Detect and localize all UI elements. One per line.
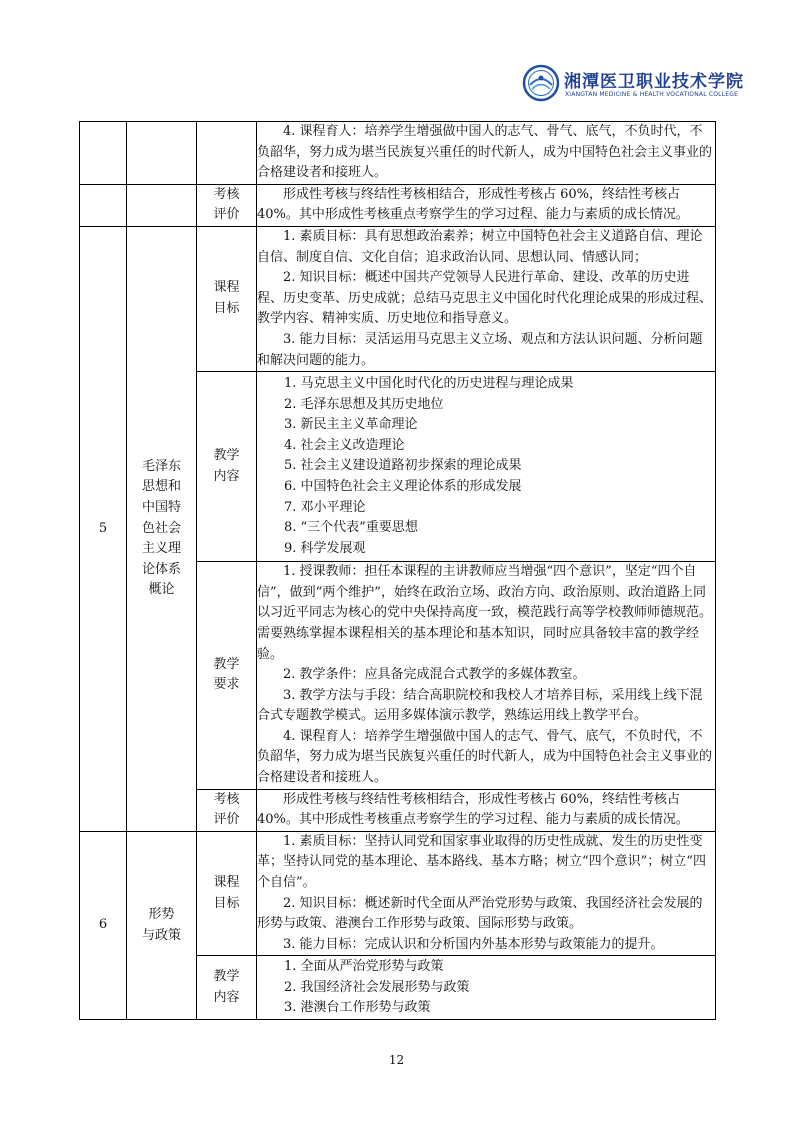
logo-college-name: 湘潭医卫职业技术学院 [564, 72, 744, 92]
num-cell [80, 122, 127, 185]
list-item: 1. 马克思主义中国化时代化的历史进程与理论成果 [284, 375, 574, 391]
table-row [80, 122, 716, 185]
course-name: 毛泽东 思想和 中国特 色社会 主义理 论体系 概论 [127, 226, 197, 831]
list-item: 8. “三个代表”重要思想 [284, 520, 418, 536]
category-label-assessment: 考核 评价 [197, 789, 257, 831]
table-row [80, 184, 716, 226]
assessment-text: 形成性考核与终结性考核相结合，形成性考核占 60%，终结性考核占 40%。其中形成性考核重点考察学生的学习过程、能力与素质的成长情况。 [257, 184, 716, 226]
course-name: 形势 与政策 [127, 831, 197, 1020]
category-label-content: 教学 内容 [197, 956, 257, 1020]
table-row [80, 226, 716, 371]
category-label-goals: 课程 目标 [197, 831, 257, 956]
course-number: 5 [80, 226, 127, 831]
list-item: 3. 新民主主义革命理论 [284, 417, 418, 433]
list-item: 2. 毛泽东思想及其历史地位 [284, 396, 444, 412]
college-logo [522, 64, 744, 108]
course-goals: 1. 素质目标：坚持认同党和国家事业取得的历史性成就、发生的历史性变革；坚持认同党的基本理论、基本路线、基本方略；树立“四个意识”；树立“四个自信”。 2. 知识目标：概述新时代全面从严治党形势与政策、我国经济社会发展的形势与政策、港澳台工作形势与政策、国际形势与政策。 3. 能力目标：完成认识和分析国内外基本形势与政策能力的提升。 [257, 831, 716, 956]
course-name-cell [127, 122, 197, 185]
college-emblem-icon [522, 64, 560, 102]
list-item: 3. 港澳台工作形势与政策 [284, 1000, 431, 1016]
list-item: 1. 全面从严治党形势与政策 [284, 959, 444, 975]
table-row [80, 831, 716, 956]
list-item: 2. 我国经济社会发展形势与政策 [284, 979, 470, 995]
category-label-requirements: 教学 要求 [197, 562, 257, 790]
category-label-goals: 课程 目标 [197, 226, 257, 371]
page-number: 12 [388, 1053, 405, 1067]
list-item: 6. 中国特色社会主义理论体系的形成发展 [284, 478, 522, 494]
list-item: 5. 社会主义建设道路初步探索的理论成果 [284, 458, 522, 474]
assessment-text: 形成性考核与终结性考核相结合，形成性考核占 60%，终结性考核占 40%。其中形成性考核重点考察学生的学习过程、能力与素质的成长情况。 [257, 789, 716, 831]
list-item: 9. 科学发展观 [284, 540, 366, 556]
list-item: 7. 邓小平理论 [284, 499, 366, 515]
content-cell [257, 122, 716, 185]
curriculum-table [79, 121, 716, 1020]
logo-college-name-en: XIANGTAN MEDICINE & HEALTH VOCATIONAL COLLEGE [565, 91, 739, 98]
requirement-item: 4. 课程育人：培养学生增强做中国人的志气、骨气、底气，不负时代，不负韶华，努力成为堪当民族复兴重任的时代新人，成为中国特色社会主义事业的合格建设者和接班人。 [257, 124, 713, 181]
teaching-requirements: 1. 授课教师：担任本课程的主讲教师应当增强“四个意识”，坚定“四个自信”，做到“两个维护”，始终在政治立场、政治方向、政治原则、政治道路上同以习近平同志为核心的党中央保持高度一致，模范践行高等学校教师师德规范。需要熟练掌握本课程相关的基本理论和基本知识，同时应具备较丰富的教学经验。 2. 教学条件：应具备完成混合式教学的多媒体教室。 3. 教学方法与手段：结合高职院校和我校人才培养目标，采用线上线下混合式专题教学模式。运用多媒体演示教学，熟练运用线上教学平台。 4. 课程育人：培养学生增强做中国人的志气、骨气、底气，不负时代，不负韶华，努力成为堪当民族复兴重任的时代新人，成为中国特色社会主义事业的合格建设者和接班人。 [257, 562, 716, 790]
teaching-content-list [257, 956, 716, 1020]
course-number: 6 [80, 831, 127, 1020]
category-label-assessment: 考核 评价 [197, 184, 257, 226]
category-cell [197, 122, 257, 185]
list-item: 4. 社会主义改造理论 [284, 437, 405, 453]
course-goals: 1. 素质目标：具有思想政治素养；树立中国特色社会主义道路自信、理论自信、制度自信、文化自信；追求政治认同、思想认同、情感认同； 2. 知识目标：概述中国共产党领导人民进行革命、建设、改革的历史进程、历史变革、历史成就；总结马克思主义中国化时代化理论成果的形成过程、教学内容、精神实质、历史地位和指导意义。 3. 能力目标：灵活运用马克思主义立场、观点和方法认识问题、分析问题和解决问题的能力。 [257, 226, 716, 371]
category-label-content: 教学 内容 [197, 372, 257, 562]
teaching-content-list [257, 372, 716, 562]
